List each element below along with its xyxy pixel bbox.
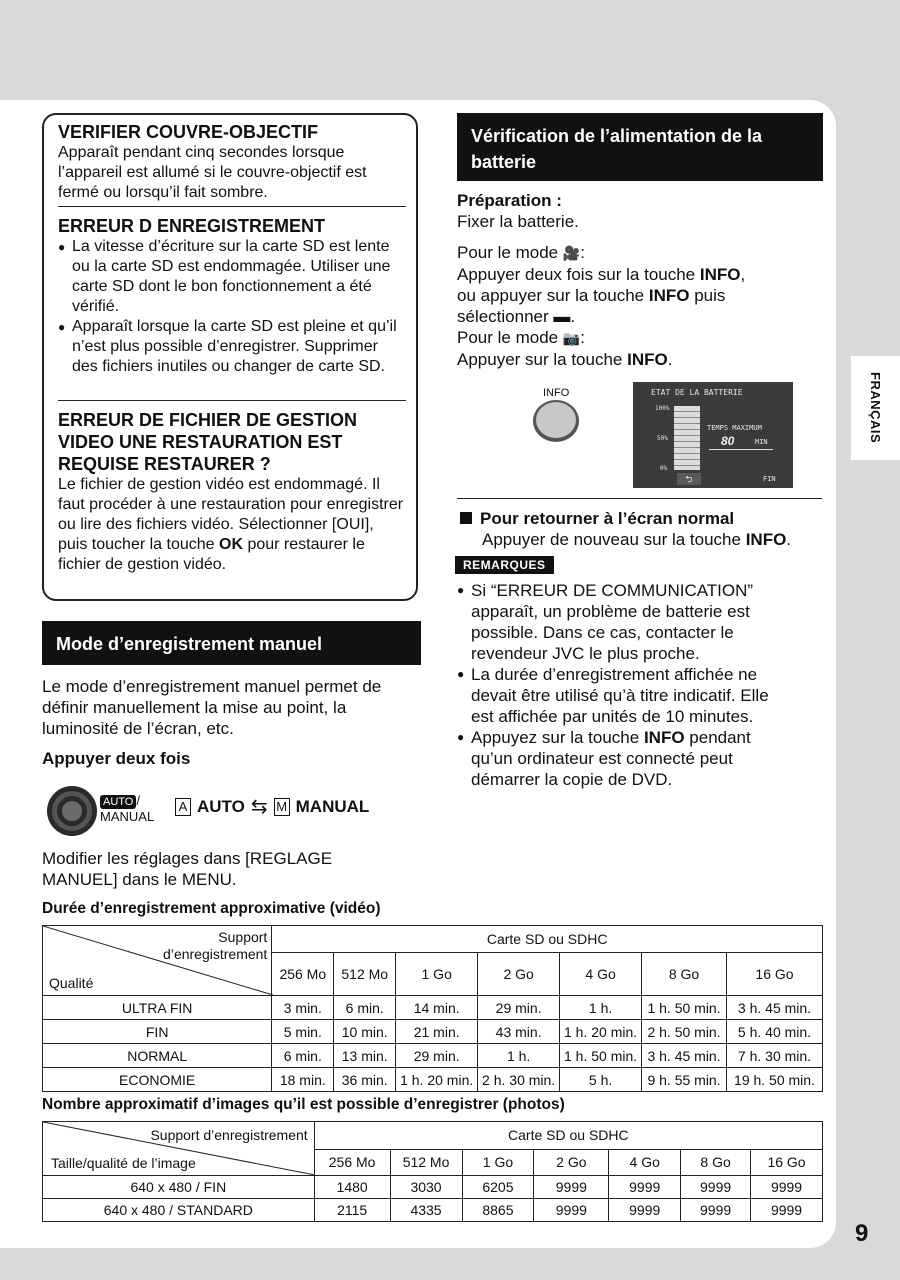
press-twice-label: Appuyer deux fois [42, 749, 191, 768]
table-row [43, 1020, 823, 1044]
capacity-header: 4 Go [560, 953, 642, 996]
swap-arrows-icon: ⇆ [250, 796, 268, 818]
table-cell: 2 h. 30 min. [478, 1068, 560, 1092]
auto-manual-switch [175, 794, 369, 819]
management-file-text: Le fichier de gestion vidéo est endommagé. Il faut procéder à une restauration pour enregistrer ou lire des fichiers vidéo. Sélectionner [OUI], puis toucher la touche OK pour restaurer le fichier de gestion vidéo. [58, 476, 404, 573]
photo-mode-icon: 📷 [562, 330, 581, 346]
divider [457, 498, 822, 499]
video-table-caption: Durée d’enregistrement approximative (vidéo) [42, 900, 381, 917]
card-type-header: Carte SD ou SDHC [272, 926, 823, 953]
table-cell: 1 h. 50 min. [560, 1044, 642, 1068]
card-type-header: Carte SD ou SDHC [314, 1122, 822, 1150]
row-label: 640 x 480 / STANDARD [43, 1199, 315, 1222]
table-cell: 14 min. [396, 996, 478, 1020]
table-row [43, 1044, 823, 1068]
lens-cover-text: Apparaît pendant cinq secondes lorsque l’appareil est allumé si le couvre-objectif est fermé ou lorsqu’il fait sombre. [58, 144, 367, 201]
management-file-section [58, 409, 406, 575]
auto-manual-button-label: AUTO / MANUAL [100, 793, 155, 824]
capacity-header: 2 Go [478, 953, 560, 996]
table-cell: 43 min. [478, 1020, 560, 1044]
table-cell: 5 h. [560, 1068, 642, 1092]
divider [58, 400, 406, 401]
table-corner-header: Support d’enregistrement Taille/qualité de l’image [43, 1122, 315, 1176]
video-recording-table [42, 925, 823, 1092]
capacity-header: 256 Mo [314, 1149, 390, 1176]
table-cell: 6 min. [272, 1044, 334, 1068]
capacity-header: 4 Go [609, 1149, 681, 1176]
table-cell: 1 h. [560, 996, 642, 1020]
table-cell: 10 min. [334, 1020, 396, 1044]
remark-item: ● Si “ERREUR DE COMMUNICATION” apparaît, un problème de batterie est possible. Dans ce cas, contacter le revendeur JVC le plus proche. [457, 580, 787, 664]
row-label: ULTRA FIN [43, 996, 272, 1020]
table-cell: 3 h. 45 min. [642, 1044, 727, 1068]
table-cell: 9 h. 55 min. [642, 1068, 727, 1092]
table-cell: 6 min. [334, 996, 396, 1020]
return-text: Appuyer de nouveau sur la touche INFO. [482, 530, 792, 549]
table-row [43, 996, 823, 1020]
table-cell: 2 h. 50 min. [642, 1020, 727, 1044]
remark-item: ● La durée d’enregistrement affichée ne devait être utilisé qu’à titre indicatif. Elle est affichée par unités de 10 minutes. [457, 664, 787, 727]
battery-status-screen: ETAT DE LA BATTERIE 100% 50% 0% TEMPS MAXIMUM 80 MIN ⮌ FIN [633, 382, 793, 488]
table-cell: 4335 [390, 1199, 462, 1222]
manual-intro: Le mode d’enregistrement manuel permet de définir manuellement la mise au point, la luminosité de l’écran, etc. [42, 677, 382, 738]
photo-recording-table [42, 1121, 823, 1222]
video-mode-icon: 🎥 [562, 245, 581, 261]
lens-cover-title: VERIFIER COUVRE-OBJECTIF [58, 122, 319, 142]
table-cell: 13 min. [334, 1044, 396, 1068]
capacity-header: 16 Go [751, 1149, 823, 1176]
manual-modify-text: Modifier les réglages dans [REGLAGE MANUEL] dans le MENU. [42, 849, 333, 889]
dial-button-icon[interactable] [46, 785, 98, 837]
manual-label: MANUAL [295, 796, 370, 816]
table-cell: 9999 [751, 1199, 823, 1222]
table-cell: 1 h. [478, 1044, 560, 1068]
divider [58, 206, 406, 207]
row-label: FIN [43, 1020, 272, 1044]
table-cell: 1480 [314, 1176, 390, 1199]
capacity-header: 512 Mo [390, 1149, 462, 1176]
table-cell: 5 h. 40 min. [727, 1020, 823, 1044]
manual-mode-heading: Mode d’enregistrement manuel [42, 621, 421, 665]
language-tab: FRANÇAIS [851, 356, 900, 460]
capacity-header: 2 Go [534, 1149, 609, 1176]
auto-letter-icon: A [175, 798, 191, 816]
auto-label: AUTO [197, 796, 245, 816]
recording-error-section [58, 215, 406, 377]
table-cell: 1 h. 20 min. [396, 1068, 478, 1092]
capacity-header: 8 Go [681, 1149, 751, 1176]
battery-level-gauge [674, 406, 700, 470]
table-cell: 9999 [609, 1176, 681, 1199]
bullet-item: ● Apparaît lorsque la carte SD est pleine et qu’il n’est plus possible d’enregistrer. Supprimer des fichiers inutiles ou changer de carte SD. [58, 317, 406, 377]
table-cell: 18 min. [272, 1068, 334, 1092]
battery-heading: Vérification de l’alimentation de la batterie [457, 113, 823, 181]
remarks-tag: REMARQUES [455, 556, 554, 574]
table-cell: 6205 [462, 1176, 534, 1199]
row-label: 640 x 480 / FIN [43, 1176, 315, 1199]
table-cell: 19 h. 50 min. [727, 1068, 823, 1092]
table-row [43, 1176, 823, 1199]
capacity-header: 16 Go [727, 953, 823, 996]
capacity-header: 1 Go [396, 953, 478, 996]
error-messages-box [42, 113, 418, 601]
return-title: Pour retourner à l’écran normal [460, 508, 734, 529]
table-cell: 29 min. [396, 1044, 478, 1068]
table-row [43, 1068, 823, 1092]
row-label: ECONOMIE [43, 1068, 272, 1092]
table-cell: 9999 [681, 1176, 751, 1199]
table-cell: 1 h. 20 min. [560, 1020, 642, 1044]
bullet-item: ● La vitesse d’écriture sur la carte SD est lente ou la carte SD est endommagée. Utiliser une carte SD dont le bon fonctionnement a été vérifié. [58, 237, 406, 317]
capacity-header: 8 Go [642, 953, 727, 996]
table-cell: 3 h. 45 min. [727, 996, 823, 1020]
page-number: 9 [855, 1220, 869, 1247]
capacity-header: 512 Mo [334, 953, 396, 996]
table-cell: 3030 [390, 1176, 462, 1199]
capacity-header: 1 Go [462, 1149, 534, 1176]
row-label: NORMAL [43, 1044, 272, 1068]
table-cell: 5 min. [272, 1020, 334, 1044]
photo-table-caption: Nombre approximatif d’images qu’il est possible d’enregistrer (photos) [42, 1096, 565, 1113]
battery-icon: ▬ [553, 307, 571, 326]
table-corner-header: Support d’enregistrement Qualité [43, 926, 272, 996]
remark-item: ● Appuyez sur la touche INFO pendant qu’un ordinateur est connecté peut démarrer la copie de DVD. [457, 727, 787, 790]
table-cell: 9999 [609, 1199, 681, 1222]
table-cell: 3 min. [272, 996, 334, 1020]
auto-badge: AUTO [100, 795, 136, 809]
table-cell: 9999 [534, 1176, 609, 1199]
table-cell: 29 min. [478, 996, 560, 1020]
lens-cover-section [58, 121, 406, 203]
info-button-label: INFO [543, 387, 570, 399]
remarks-list [457, 580, 787, 790]
table-cell: 7 h. 30 min. [727, 1044, 823, 1068]
table-cell: 21 min. [396, 1020, 478, 1044]
recording-error-title: ERREUR D ENREGISTREMENT [58, 216, 326, 236]
manual-letter-icon: M [274, 798, 290, 816]
table-cell: 36 min. [334, 1068, 396, 1092]
management-file-title: ERREUR DE FICHIER DE GESTION VIDEO UNE RESTAURATION EST REQUISE RESTAURER ? [58, 410, 358, 474]
manual-small-label: MANUAL [100, 809, 155, 824]
capacity-header: 256 Mo [272, 953, 334, 996]
table-cell: 1 h. 50 min. [642, 996, 727, 1020]
lcd-back-button[interactable]: ⮌ [677, 473, 701, 485]
table-cell: 9999 [534, 1199, 609, 1222]
square-bullet-icon [460, 512, 472, 524]
lcd-fin-button[interactable]: FIN [763, 475, 776, 483]
battery-instructions: Préparation : Fixer la batterie. Pour le mode 🎥: Appuyer deux fois sur la touche INFO, ou appuyer sur la touche INFO puis sélectionner ▬. Pour le mode 📷: Appuyer sur la touche INFO. [457, 191, 746, 369]
table-cell: 9999 [681, 1199, 751, 1222]
table-cell: 8865 [462, 1199, 534, 1222]
table-cell: 2115 [314, 1199, 390, 1222]
info-button-icon[interactable] [531, 398, 581, 444]
table-row [43, 1199, 823, 1222]
table-cell: 9999 [751, 1176, 823, 1199]
